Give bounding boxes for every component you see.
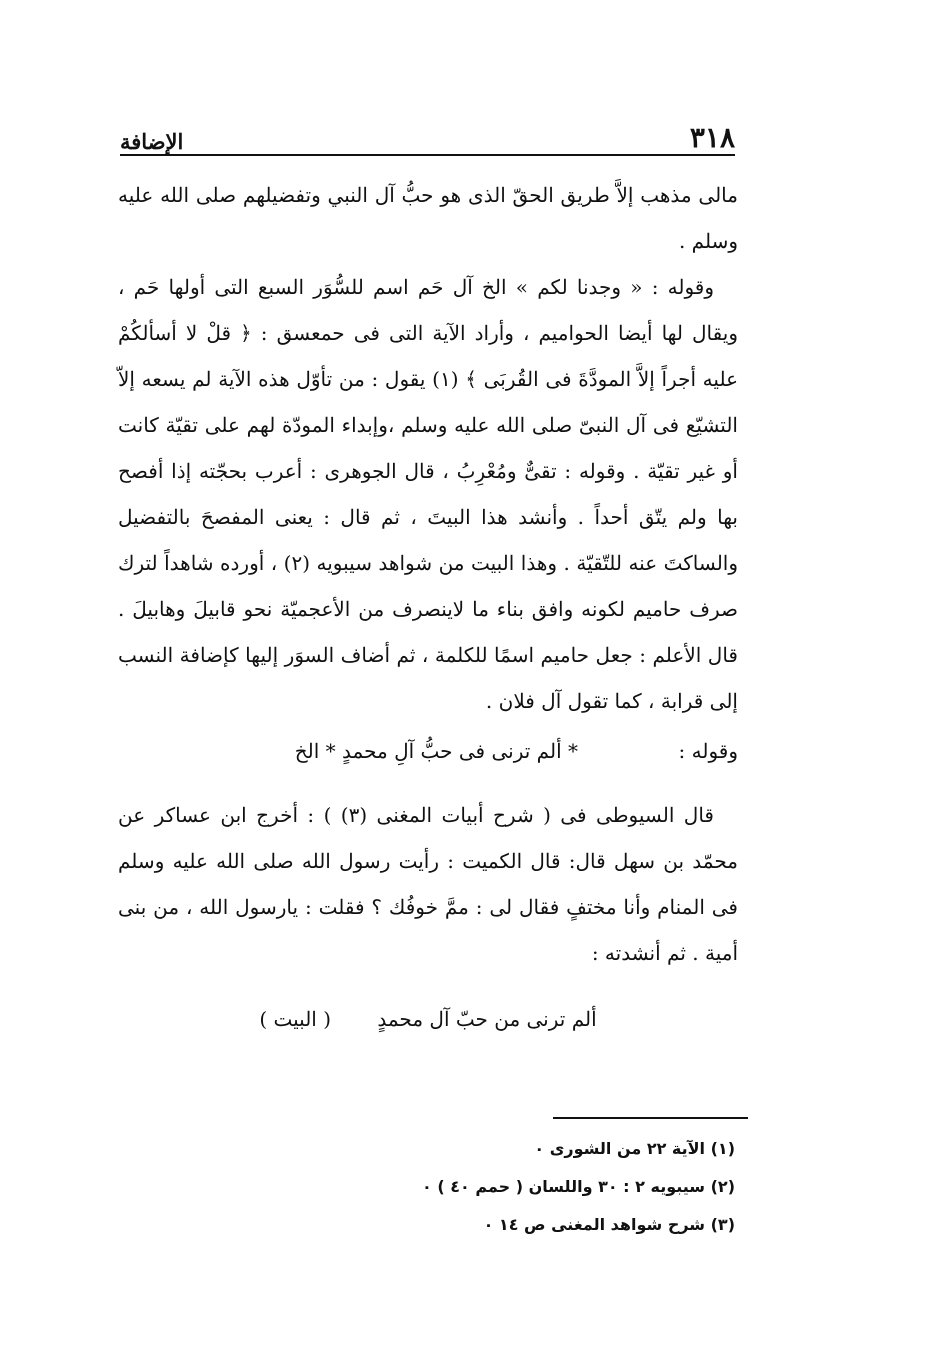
page-number: ٣١٨ [689, 121, 735, 154]
footnote-rule [553, 1117, 748, 1119]
verse-quote-1 [118, 728, 738, 774]
footnote-3: (٣) شرح شواهد المغنى ص ١٤ ٠ [483, 1215, 735, 1234]
verse-1-text: * ألم ترنى فى حبُّ آلِ محمدٍ * الخ [294, 739, 578, 763]
page-header [120, 112, 735, 154]
header-rule [120, 154, 735, 156]
verse-1-lead: وقوله : [678, 739, 738, 763]
footnote-2: (٢) سيبويه ٢ : ٣٠ واللسان ( حمم ٤٠ ) ٠ [422, 1177, 735, 1196]
footnote-1: (١) الآية ٢٢ من الشورى ٠ [534, 1139, 735, 1158]
footnotes [250, 1130, 735, 1244]
chapter-title: الإضافة [120, 129, 184, 154]
verse-2-text: ألم ترنى من حبّ آل محمدٍ [377, 1007, 597, 1031]
paragraph-2: وقوله : « وجدنا لكم » الخ آل حَم اسم للسُّوَر السبع التى أولها حَم ، ويقال لها أيضا الحواميم ، وأراد الآية التى فى حمعسق : ﴿ قلْ لا أسألكُمْ عليه أجراً إلاَّ المودَّةَ فى القُربَى ﴾ (١) يقول : من تأوّل هذه الآية لم يسعه إلاّ التشيّع فى آل النبىّ صلى الله عليه وسلم ،وإبداء المودّة لهم على تقيّة كانت أو غير تقيّة . وقوله : تقىٌّ ومُعْرِبُ ، قال الجوهرى : أعرب بحجّته إذا أفصح بها ولم يتّق أحداً . وأنشد هذا البيتَ ، ثم قال : يعنى المفصحَ بالتفضيل والساكتَ عنه للتّقيّة . وهذا البيت من شواهد سيبويه (٢) ، أورده شاهداً لترك صرف حاميم لكونه وافق بناء ما لاينصرف من الأعجميّة نحو قابيلَ وهابيلَ . قال الأعلم : جعل حاميم اسمًا للكلمة ، ثم أضاف السوَر إليها كإضافة النسب إلى قرابة ، كما تقول آل فلان . [118, 275, 739, 713]
verse-quote-2 [118, 996, 738, 1042]
main-text [118, 172, 738, 1042]
paragraph-1: مالى مذهب إلاَّ طريق الحقّ الذى هو حبُّ آل النبي وتفضيلهم صلى الله عليه وسلم . [118, 183, 738, 253]
verse-2-tag: ( البيت ) [259, 1007, 332, 1031]
paragraph-3: قال السيوطى فى ( شرح أبيات المغنى (٣) ) : أخرج ابن عساكر عن محمّد بن سهل قال: قال الكميت : رأيت رسول الله صلى الله عليه وسلم فى المنام وأنا مختفٍ فقال لى : ممَّ خوفُك ؟ فقلت : يارسول الله ، من بنى أمية . ثم أنشدته : [118, 803, 738, 965]
